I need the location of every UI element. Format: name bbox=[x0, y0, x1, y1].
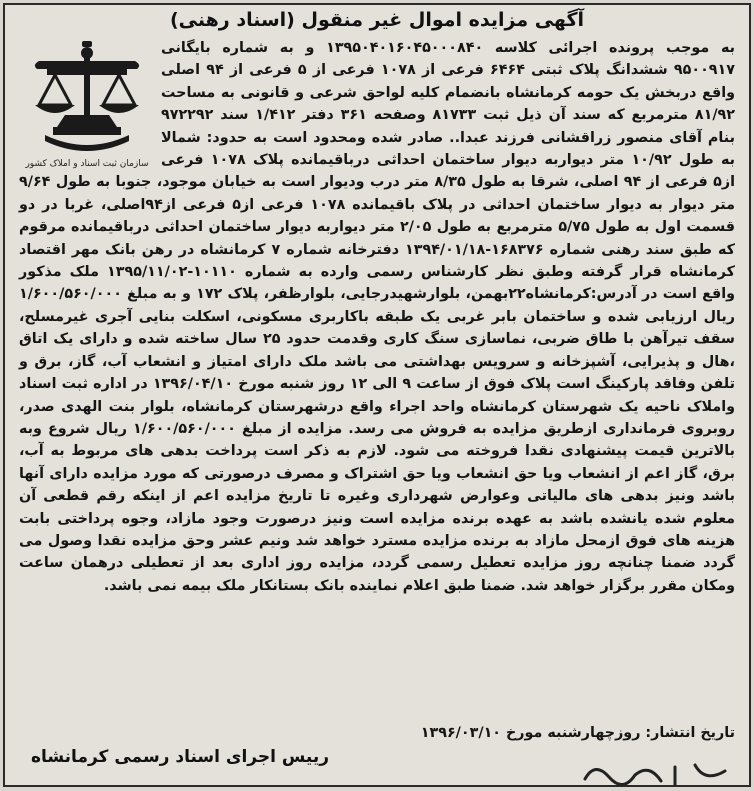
logo-caption: سازمان ثبت اسناد و املاک کشور bbox=[25, 159, 149, 169]
notice-body bbox=[19, 37, 735, 597]
notice-body-text: به موجب پرونده اجرائی کلاسه ۱۳۹۵۰۴۰۱۶۰۴۵۰۰۰۸۴۰ و به شماره بایگانی ۹۵۰۰۹۱۷ ششدانگ پلاک ثبتی ۶۴۶۴ فرعی از ۱۰۷۸ فرعی از ۵ فرعی از ۹۴ اصلی واقع دربخش یک حومه کرمانشاه بانضمام کلیه لواحق شرعی و قانونی به مساحت ۸۱/۹۲ مترمربع که سند آن ذیل ثبت ۸۱۷۳۳ وصفحه ۳۶۱ دفتر ۱/۴۱۲ سند ۹۷۲۲۹۲ بنام آقای منصور زراقشانی فرزند عبدا.. صادر شده ومحدود است به حدود: شمالا به طول ۱۰/۹۲ متر دیواربه دیوار ساختمان احداثی درباقیمانده پلاک ۱۰۷۸ فرعی از۵ فرعی از ۹۴ اصلی، شرقا به طول ۸/۳۵ متر درب ودیوار است به خیابان موجود، جنوبا به طول ۹/۶۴ متر دیوار به دیوار ساختمان احداثی در پلاک باقیمانده ۱۰۷۸ فرعی از۵ فرعی از۹۴اصلی، غربا در دو قسمت اول به طول ۵/۷۵ مترمربع به طول ۲/۰۵ متر دیواربه دیوار ساختمان احداثی درباقیمانده مرقوم که طبق سند رهنی شماره ۱۶۸۳۷۶-۱۳۹۴/۰۱/۱۸ دفترخانه شماره ۷ کرمانشاه در رهن بانک مهر اقتصاد کرمانشاه قرار گرفته وطبق نظر کارشناس رسمی وارده به شماره ۱۰۱۱۰-۱۳۹۵/۱۱/۰۲ ملک مذکور واقع است در آدرس:کرمانشاه۲۲بهمن، بلوارشهیدرجایی، بلوارظفر، پلاک ۱۷۲ و به مبلغ ۱/۶۰۰/۵۶۰/۰۰۰ ریال ارزیابی شده و ساختمان بابر غربی یک طبقه باکاربری مسکونی، اسکلت بنایی آجری غیرمسلح، سقف تیرآهن با طاق ضربی، نماسازی سنگ کاری وقدمت حدود ۲۵ سال ساخته شده و دارای یک اتاق ،هال و پذیرایی، آشپزخانه و سرویس بهداشتی می باشد ملک دارای امتیاز و انشعاب آب، گاز، برق و تلفن وفاقد پارکینگ است پلاک فوق از ساعت ۹ الی ۱۲ روز شنبه مورخ ۱۳۹۶/۰۴/۱۰ در اداره ثبت اسناد واملاک ناحیه یک شهرستان کرمانشاه واحد اجراء واقع درشهرستان کرمانشاه، بلوار بنت الهدی صدر، روبروی فرمانداری ازطریق مزایده به فروش می رسد. مزایده از مبلغ ۱/۶۰۰/۵۶۰/۰۰۰ ریال شروع وبه بالاترین قیمت پیشنهادی نقدا فروخته می شود. لازم به ذکر است پرداخت بدهی های مربوط به آب، برق، گاز اعم از انشعاب ویا حق انشعاب ویا حق اشتراک و مصرف درصورتی که مورد مزایده دارای آنها باشد ونیز بدهی های مالیاتی وعوارض شهرداری وغیره تا تاریخ مزایده اعم از اینکه رقم قطعی آن معلوم شده یانشده باشد به عهده برنده مزایده است ونیز درصورت وجود مازاد، وجوه پرداختی بابت هزینه های فوق ازمحل مازاد به برنده مزایده مسترد خواهد شد ونیم عشر وحق مزایده نقدا وصول می گردد ضمنا چنانچه روز مزایده تعطیل رسمی گردد، مزایده روز اداری بعد از تعطیلی درهمان ساعت ومکان مقرر برگزار خواهد شد. ضمنا طبق اعلام نماینده بانک بستانکار ملک بیمه نمی باشد. bbox=[19, 40, 736, 594]
publish-date: تاریخ انتشار: روزچهارشنبه مورخ ۱۳۹۶/۰۳/۱۰ bbox=[420, 725, 735, 741]
signature-title: رییس اجرای اسناد رسمی کرمانشاه bbox=[30, 747, 329, 767]
notice-title: آگهی مزایده اموال غیر منقول (اسناد رهنی) bbox=[169, 9, 585, 31]
handwritten-signature bbox=[565, 757, 745, 787]
notice-sheet bbox=[3, 3, 751, 787]
logo-space bbox=[19, 37, 161, 171]
